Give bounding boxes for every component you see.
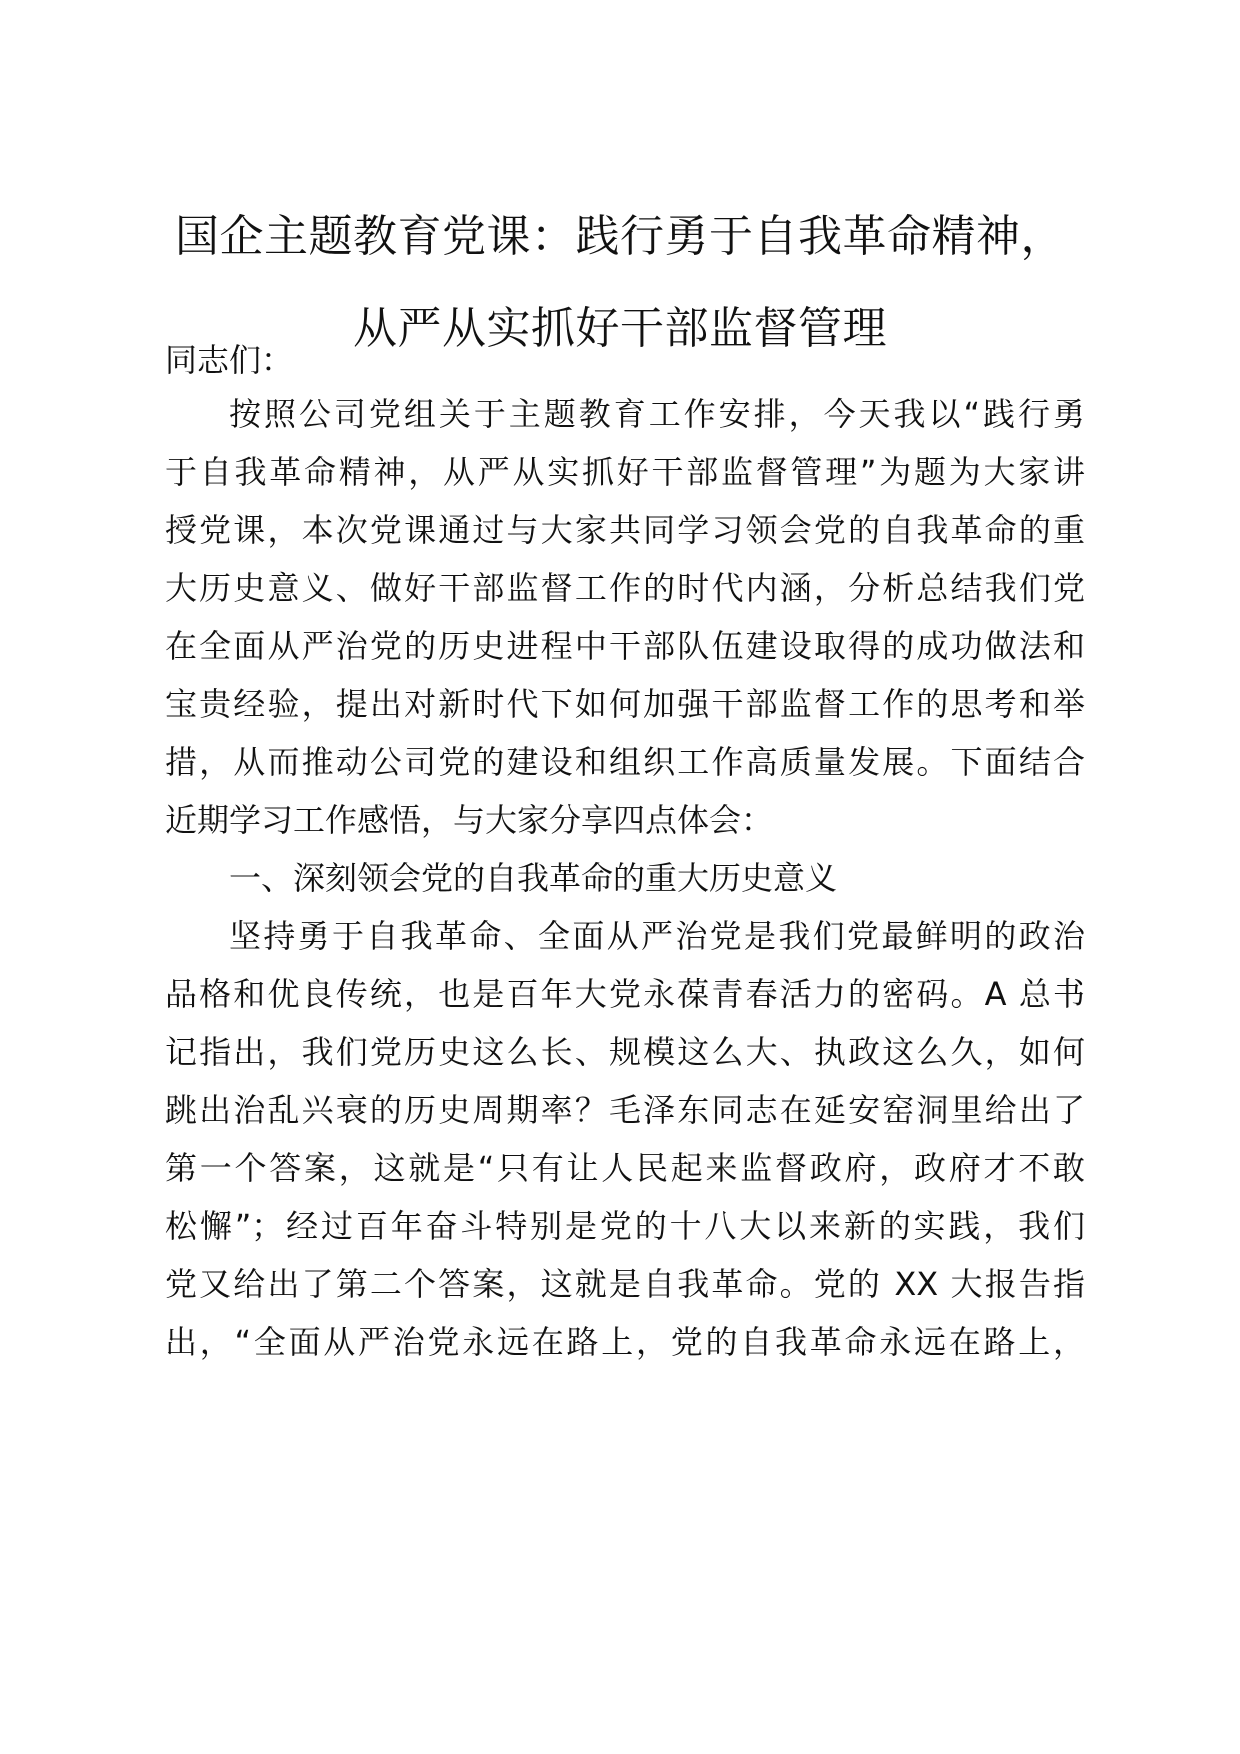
intro-line-8: 近期学习工作感悟，与大家分享四点体会：	[165, 801, 774, 839]
intro-line-4: 大历史意义、做好干部监督工作的时代内涵，分析总结我们党	[165, 569, 1085, 607]
section-1-heading: 一、深刻领会党的自我革命的重大历史意义	[229, 859, 838, 897]
section-1-line-5: 第一个答案，这就是“只有让人民起来监督政府，政府才不敢	[165, 1149, 1085, 1187]
intro-line-2: 于自我革命精神，从严从实抓好干部监督管理”为题为大家讲	[165, 453, 1085, 491]
document-title-line-1: 国企主题教育党课：践行勇于自我革命精神，	[175, 211, 1065, 262]
intro-line-5: 在全面从严治党的历史进程中干部队伍建设取得的成功做法和	[165, 627, 1085, 665]
section-1-line-3: 记指出，我们党历史这么长、规模这么大、执政这么久，如何	[165, 1033, 1085, 1071]
document-title-line-2: 从严从实抓好干部监督管理	[353, 303, 887, 354]
section-1-line-7: 党又给出了第二个答案，这就是自我革命。党的 XX 大报告指	[165, 1265, 1085, 1303]
section-1-line-4: 跳出治乱兴衰的历史周期率？毛泽东同志在延安窑洞里给出了	[165, 1091, 1085, 1129]
salutation: 同志们：	[165, 341, 294, 379]
intro-line-1: 按照公司党组关于主题教育工作安排，今天我以“践行勇	[229, 395, 1085, 433]
section-1-line-2: 品格和优良传统，也是百年大党永葆青春活力的密码。A 总书	[165, 975, 1085, 1013]
section-1-line-1: 坚持勇于自我革命、全面从严治党是我们党最鲜明的政治	[229, 917, 1085, 955]
intro-line-7: 措，从而推动公司党的建设和组织工作高质量发展。下面结合	[165, 743, 1085, 781]
intro-line-6: 宝贵经验，提出对新时代下如何加强干部监督工作的思考和举	[165, 685, 1085, 723]
section-1-line-6: 松懈”；经过百年奋斗特别是党的十八大以来新的实践，我们	[165, 1207, 1085, 1245]
section-1-line-8: 出，“全面从严治党永远在路上，党的自我革命永远在路上，	[165, 1323, 1085, 1361]
intro-line-3: 授党课，本次党课通过与大家共同学习领会党的自我革命的重	[165, 511, 1085, 549]
